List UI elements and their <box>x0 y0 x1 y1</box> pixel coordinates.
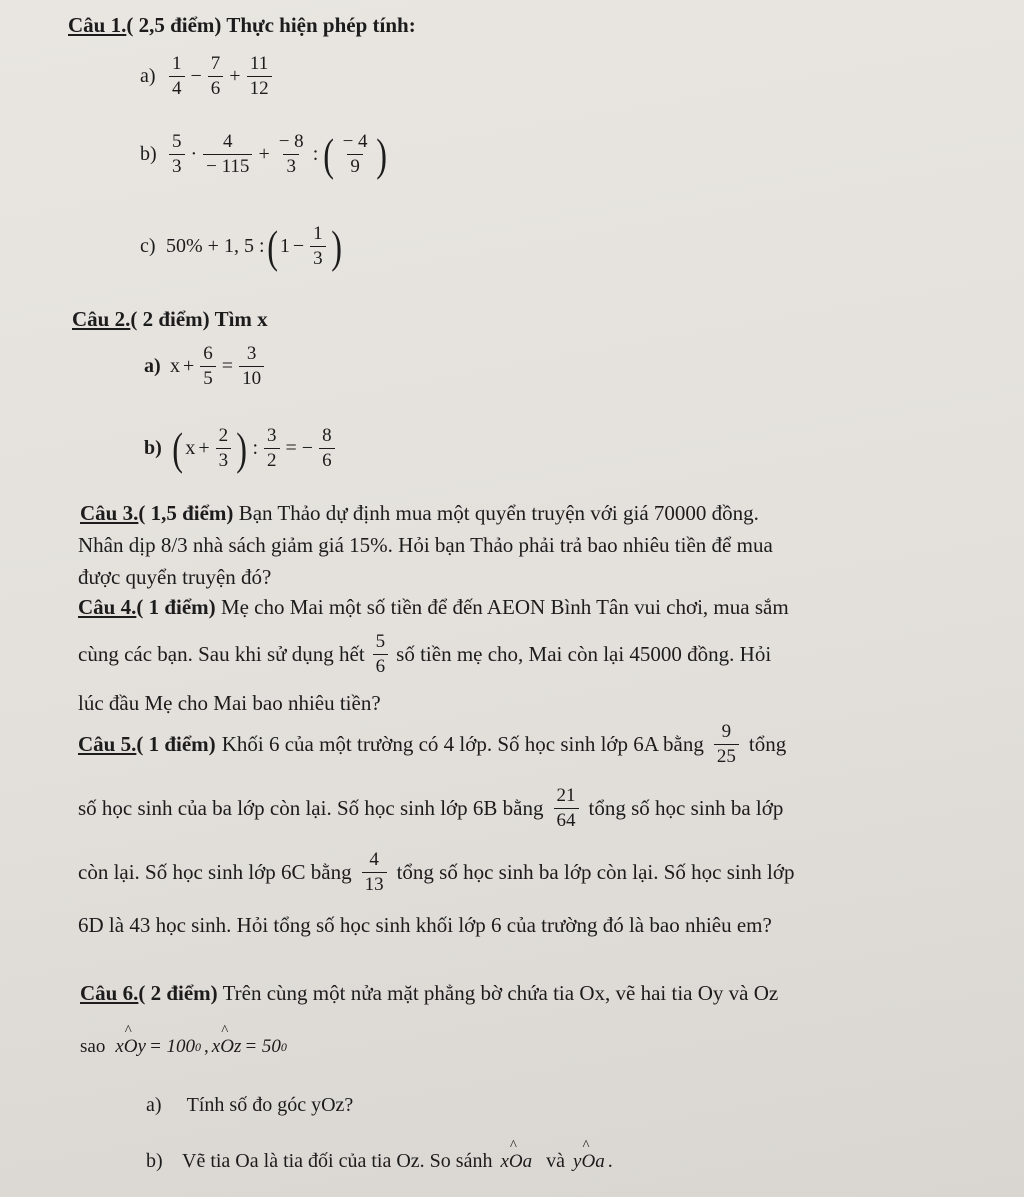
fraction: $\frac{11}{12}$ <box>247 52 272 101</box>
q5-number: Câu 5. <box>78 732 137 756</box>
q2-b: b) ( x + $\frac{2}{3}$ ) : $\frac{3}{2}$ = − $\frac{8}{6}$ <box>144 424 338 473</box>
q6-a-label: a) <box>146 1094 162 1116</box>
q6-b-label: b) <box>146 1150 163 1172</box>
q4-points: ( 1 điểm) <box>136 595 216 619</box>
q1-b: b) $\frac{5}{3}$ · $\frac{4}{- 115}$ + $\frac{- 8}{3}$ : ( $\frac{- 4}{9}$ ) <box>140 128 387 180</box>
fraction: $\frac{21}{64}$ <box>554 784 579 833</box>
q1-a: a) $\frac{1}{4}$ − $\frac{7}{6}$ + $\frac{11}{12}$ <box>140 52 275 101</box>
angle-xOa: x ^ O a <box>500 1151 532 1173</box>
q1-number: Câu 1. <box>68 13 127 37</box>
angle-yOa: y ^ O a <box>573 1151 605 1173</box>
q1-title: Thực hiện phép tính: <box>226 13 416 37</box>
q4-line2: cùng các bạn. Sau khi sử dụng hết $\frac{5}{6}$ số tiền mẹ cho, Mai còn lại 45000 đồng. Hỏi <box>78 631 772 677</box>
fraction: $\frac{9}{25}$ <box>714 720 739 769</box>
q5-points: ( 1 điểm) <box>136 732 216 756</box>
q1-a-label: a) <box>140 65 156 87</box>
fraction: $\frac{5}{3}$ <box>169 130 185 179</box>
q6-points: ( 2 điểm) <box>138 981 218 1005</box>
q5-line3: còn lại. Số học sinh lớp 6C bằng $\frac{4}{13}$ tổng số học sinh ba lớp còn lại. Số học sinh lớp <box>78 849 795 895</box>
q3-number: Câu 3. <box>80 501 139 525</box>
q3-points: ( 1,5 điểm) <box>138 501 234 525</box>
q2-points: ( 2 điểm) <box>130 307 210 331</box>
q2-title: Tìm x <box>214 307 268 331</box>
q5-line4: 6D là 43 học sinh. Hỏi tổng số học sinh khối lớp 6 của trường đó là bao nhiêu em? <box>78 913 772 937</box>
fraction: $\frac{- 4}{9}$ <box>342 131 368 177</box>
fraction: $\frac{7}{6}$ <box>208 52 224 101</box>
q6-line2: sao x ^ O y = 100 0 , x ^ O z = 50 0 <box>80 1036 287 1058</box>
q1-b-label: b) <box>140 143 157 165</box>
q1-heading <box>68 12 416 38</box>
q2-a: a) x + $\frac{6}{5}$ = $\frac{3}{10}$ <box>144 342 267 391</box>
q5-line1: Câu 5. ( 1 điểm) Khối 6 của một trường có 4 lớp. Số học sinh lớp 6A bằng $\frac{9}{25}$ tổng <box>78 721 787 767</box>
q6-number: Câu 6. <box>80 981 139 1005</box>
fraction: $\frac{4}{13}$ <box>362 848 387 897</box>
q3-line2: Nhân dịp 8/3 nhà sách giảm giá 15%. Hỏi bạn Thảo phải trả bao nhiêu tiền để mua <box>78 533 773 557</box>
q1-c: c) 50% + 1, 5 : ( 1 − $\frac{1}{3}$ ) <box>140 220 342 272</box>
fraction: $\frac{8}{6}$ <box>319 424 335 473</box>
fraction: $\frac{5}{6}$ <box>373 630 389 679</box>
q6-a: a) Tính số đo góc yOz? <box>146 1094 354 1116</box>
fraction: $\frac{1}{3}$ <box>310 222 326 271</box>
q2-b-label: b) <box>144 437 162 459</box>
q4-number: Câu 4. <box>78 595 137 619</box>
fraction: $\frac{4}{- 115}$ <box>203 130 252 179</box>
q6-b: b) Vẽ tia Oa là tia đối của tia Oz. So sánh x ^ O a và y ^ O a . <box>146 1150 613 1173</box>
angle-xOy: x ^ O y <box>115 1036 146 1058</box>
fraction: $\frac{3}{10}$ <box>239 342 264 391</box>
fraction: $\frac{- 8}{3}$ <box>278 131 304 177</box>
q2-heading <box>72 306 268 332</box>
fraction: $\frac{2}{3}$ <box>216 424 232 473</box>
angle-xOz: x ^ O z <box>212 1036 242 1058</box>
q2-number: Câu 2. <box>72 307 131 331</box>
q5-line2: số học sinh của ba lớp còn lại. Số học sinh lớp 6B bằng $\frac{21}{64}$ tổng số học sinh ba lớp <box>78 785 784 831</box>
q4-line1: Câu 4.( 1 điểm) Mẹ cho Mai một số tiền để đến AEON Bình Tân vui chơi, mua sắm <box>78 595 789 619</box>
q2-a-label: a) <box>144 355 161 377</box>
q3-line1: Câu 3.( 1,5 điểm) Bạn Thảo dự định mua một quyển truyện với giá 70000 đồng. <box>80 501 759 525</box>
q1-points: ( 2,5 điểm) <box>126 13 222 37</box>
q3-line3: được quyển truyện đó? <box>78 565 272 589</box>
q4-line3: lúc đầu Mẹ cho Mai bao nhiêu tiền? <box>78 691 381 715</box>
q1-c-label: c) <box>140 235 156 257</box>
q6-line1: Câu 6.( 2 điểm) Trên cùng một nửa mặt phẳng bờ chứa tia Ox, vẽ hai tia Oy và Oz <box>80 981 779 1005</box>
fraction: $\frac{6}{5}$ <box>200 342 216 391</box>
fraction: $\frac{3}{2}$ <box>264 424 280 473</box>
fraction: $\frac{1}{4}$ <box>169 52 185 101</box>
